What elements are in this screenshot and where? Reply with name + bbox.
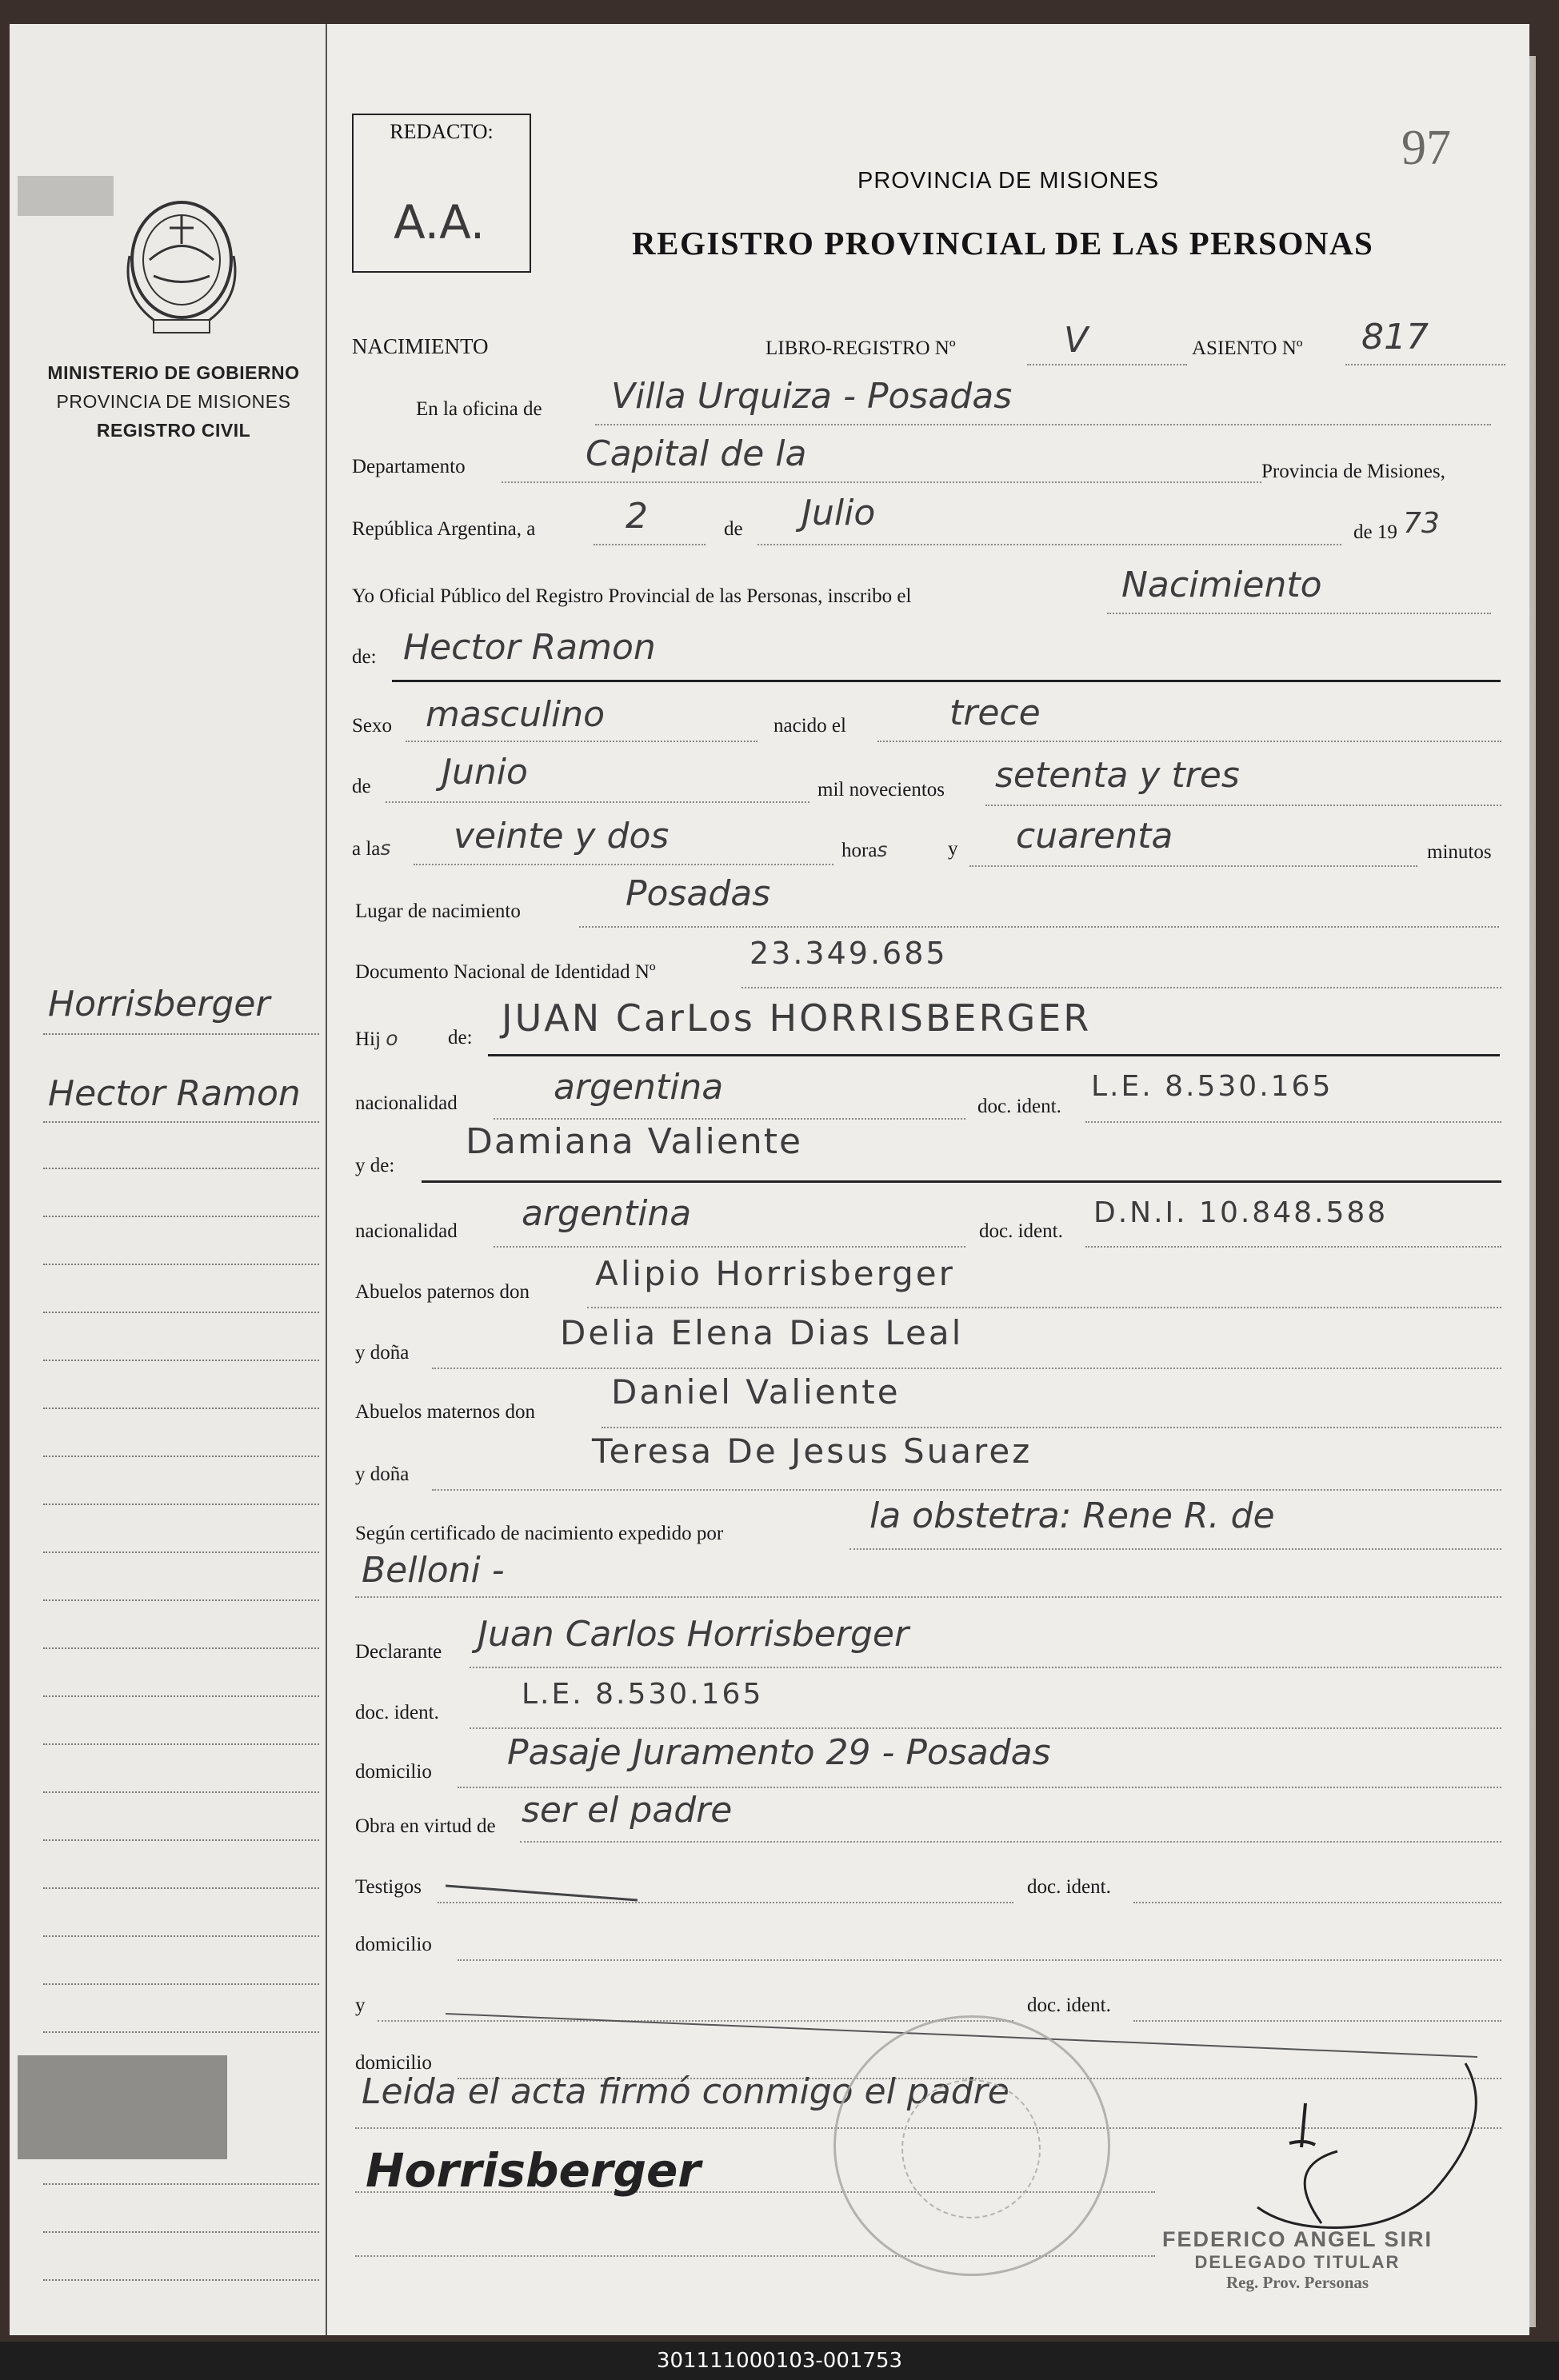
fill-line — [458, 1959, 1501, 1961]
domicilio-value: Pasaje Juramento 29 - Posadas — [507, 1732, 1051, 1773]
nacido-label: nacido el — [774, 715, 846, 737]
fill-line — [494, 1118, 965, 1120]
hijo-prefix: Hij — [355, 1028, 381, 1050]
y-label: y — [355, 1995, 366, 2016]
oficina-label: En la oficina de — [416, 398, 542, 420]
lugar-value: Posadas — [626, 873, 771, 914]
father-underline — [488, 1054, 1500, 1056]
act-type-label: NACIMIENTO — [352, 334, 489, 358]
fill-line — [742, 987, 1501, 988]
margin-line — [43, 1312, 319, 1313]
child-name-value: Hector Ramon — [403, 627, 656, 668]
fill-line — [1027, 364, 1187, 365]
birth-year-value: setenta y tres — [995, 755, 1240, 796]
domicilio-label: domicilio — [355, 2052, 432, 2074]
hour-value: veinte y dos — [454, 816, 670, 857]
official-signature — [1017, 2055, 1513, 2247]
mother-name-value: Damiana Valiente — [466, 1121, 803, 1162]
sexo-label: Sexo — [352, 715, 392, 737]
margin-line — [43, 1791, 319, 1793]
fill-line — [414, 864, 833, 865]
margin-line — [43, 2183, 319, 2185]
coat-of-arms-emblem — [114, 184, 250, 344]
horas-s: s — [877, 838, 888, 861]
margin-line — [43, 1503, 319, 1505]
horas-prefix: hora — [841, 840, 877, 861]
fill-line — [406, 741, 758, 742]
official-signature-block — [1145, 2227, 1449, 2293]
margin-line — [43, 2031, 319, 2033]
fill-line — [849, 1548, 1501, 1550]
fill-line — [985, 805, 1501, 806]
fill-line — [595, 424, 1491, 425]
fill-line — [579, 926, 1499, 928]
fill-line — [602, 1427, 1501, 1428]
declarante-value: Juan Carlos Horrisberger — [478, 1614, 909, 1655]
certificado-label: Según certificado de nacimiento expedido por — [355, 1523, 724, 1544]
a-las-prefix: a la — [352, 838, 381, 860]
birth-month-value: Junio — [442, 752, 528, 793]
doc-ident-label: doc. ident. — [1027, 1995, 1111, 2016]
official-name: FEDERICO ANGEL SIRI — [1161, 2227, 1433, 2251]
fill-line — [594, 544, 706, 545]
certificado-value: la obstetra: Rene R. de — [869, 1495, 1275, 1536]
republica-label: República Argentina, a — [352, 518, 536, 540]
abuelos-maternos-label: Abuelos maternos don — [355, 1401, 535, 1423]
name-underline — [392, 680, 1501, 682]
fill-line — [587, 1307, 1501, 1308]
fill-line — [470, 1727, 1501, 1729]
dni-value: 23.349.685 — [750, 936, 948, 971]
dni-label: Documento Nacional de Identidad Nº — [355, 961, 656, 983]
oficina-value: Villa Urquiza - Posadas — [611, 376, 1013, 417]
obra-value: ser el padre — [522, 1790, 733, 1831]
redacto-box — [352, 114, 531, 273]
minutes-value: cuarenta — [1016, 816, 1173, 857]
fill-line — [432, 1368, 1501, 1369]
fill-line — [969, 865, 1417, 867]
redacto-initials: A.A. — [394, 195, 486, 250]
father-nationality-value: argentina — [554, 1067, 724, 1108]
obra-label: Obra en virtud de — [355, 1815, 496, 1837]
registry-title: REGISTRO PROVINCIAL DE LAS PERSONAS — [632, 225, 1374, 262]
margin-line — [43, 1551, 319, 1553]
fill-line — [432, 1489, 1501, 1491]
nacionalidad-label: nacionalidad — [355, 1220, 458, 1242]
lugar-label: Lugar de nacimiento — [355, 900, 521, 922]
hijo-label — [355, 1027, 398, 1051]
margin-line — [43, 2231, 319, 2233]
father-signature: Horrisberger — [366, 2143, 701, 2198]
asiento-value: 817 — [1361, 317, 1429, 357]
paternal-grandmother-value: Delia Elena Dias Leal — [560, 1313, 964, 1352]
mil-novecientos-label: mil novecientos — [817, 779, 945, 801]
margin-line — [43, 2279, 319, 2281]
maternal-grandfather-value: Daniel Valiente — [611, 1372, 901, 1412]
father-name-value: JUAN CarLos HORRISBERGER — [502, 996, 1092, 1040]
y-label: y — [948, 838, 958, 860]
a-las-s: s — [380, 837, 391, 860]
fill-line — [355, 1596, 1501, 1598]
tape-strip — [18, 176, 114, 216]
registro-civil-label: REGISTRO CIVIL — [96, 420, 251, 441]
hijo-gender: o — [386, 1027, 398, 1050]
doc-ident-label: doc. ident. — [355, 1702, 439, 1723]
sexo-value: masculino — [426, 694, 606, 735]
doc-ident-label: doc. ident. — [979, 1220, 1063, 1242]
y-de-label: y de: — [355, 1155, 395, 1176]
inscribo-value: Nacimiento — [1121, 565, 1322, 605]
mother-underline — [422, 1180, 1501, 1183]
mother-doc-value: D.N.I. 10.848.588 — [1093, 1196, 1389, 1229]
margin-line — [43, 1599, 319, 1601]
margin-line — [43, 1408, 319, 1409]
year-value: 73 — [1403, 507, 1440, 540]
horas-label — [841, 838, 887, 862]
margin-column — [10, 24, 327, 2335]
fill-line — [470, 1667, 1501, 1668]
testigos-label: Testigos — [355, 1876, 422, 1898]
margin-line — [43, 1695, 319, 1697]
margin-line — [43, 1456, 319, 1457]
fill-line — [877, 741, 1501, 742]
margin-line — [43, 1839, 319, 1841]
doc-ident-label: doc. ident. — [1027, 1876, 1111, 1898]
departamento-value: Capital de la — [586, 433, 807, 474]
libro-label: LIBRO-REGISTRO Nº — [766, 337, 956, 359]
fill-line — [502, 481, 1261, 483]
de-month-label: de — [352, 776, 371, 797]
departamento-label: Departamento — [352, 456, 466, 477]
margin-line — [43, 1360, 319, 1361]
nacido-value: trece — [949, 693, 1041, 733]
margin-line — [43, 1743, 319, 1745]
strike-line — [446, 1879, 638, 1903]
margin-line — [43, 1935, 319, 1937]
margin-line — [43, 1887, 319, 1889]
de-year-label: de 19 — [1353, 521, 1397, 543]
mother-nationality-value: argentina — [522, 1193, 692, 1234]
abuelos-paternos-label: Abuelos paternos don — [355, 1281, 530, 1303]
minutos-label: minutos — [1427, 841, 1492, 863]
fill-line — [1107, 613, 1491, 614]
fill-line — [1085, 1246, 1501, 1248]
margin-given-name: Hector Ramon — [48, 1073, 301, 1114]
domicilio-label: domicilio — [355, 1934, 432, 1955]
official-title: DELEGADO TITULAR — [1194, 2252, 1401, 2272]
fill-line — [758, 544, 1341, 545]
ministerio-label: MINISTERIO DE GOBIERNO — [47, 362, 300, 383]
de-name-label: de: — [352, 646, 377, 668]
de-label: de — [724, 518, 743, 540]
hijo-de-label: de: — [448, 1027, 473, 1048]
margin-line — [43, 1033, 319, 1035]
folio-number: 97 — [1401, 121, 1451, 175]
day-value: 2 — [626, 496, 648, 537]
paternal-grandfather-value: Alipio Horrisberger — [595, 1254, 955, 1293]
fill-line — [1133, 1902, 1501, 1903]
a-las-label — [352, 837, 390, 861]
doc-ident-label: doc. ident. — [977, 1096, 1061, 1117]
domicilio-label: domicilio — [355, 1761, 432, 1783]
margin-line — [43, 1983, 319, 1985]
y-dona-label: y doña — [355, 1464, 410, 1485]
nacionalidad-label: nacionalidad — [355, 1092, 458, 1114]
fill-line — [386, 801, 809, 803]
provincia-heading: PROVINCIA DE MISIONES — [857, 168, 1160, 194]
provincia-label: PROVINCIA DE MISIONES — [56, 391, 291, 412]
oficial-label: Yo Oficial Público del Registro Provincial de las Personas, inscribo el — [352, 585, 912, 607]
fill-line — [520, 1841, 1501, 1843]
libro-value: V — [1064, 320, 1089, 361]
month-value: Julio — [801, 493, 876, 533]
image-caption: 301111000103-001753 — [0, 2342, 1559, 2380]
certificado-value-cont: Belloni - — [362, 1550, 505, 1591]
margin-line — [43, 1168, 319, 1169]
tape-strip — [18, 2055, 227, 2159]
leida-acta-note: Leida el acta firmó conmigo el padre — [362, 2071, 1009, 2112]
maternal-grandmother-value: Teresa De Jesus Suarez — [592, 1432, 1033, 1471]
ministerio-block — [26, 358, 322, 445]
margin-line — [43, 1121, 319, 1123]
father-doc-value: L.E. 8.530.165 — [1091, 1070, 1333, 1103]
official-office: Reg. Prov. Personas — [1225, 2273, 1369, 2292]
margin-line — [43, 1264, 319, 1265]
declarante-label: Declarante — [355, 1641, 442, 1663]
margin-surname: Horrisberger — [48, 984, 270, 1024]
declarante-doc-value: L.E. 8.530.165 — [522, 1678, 764, 1711]
redacto-label: REDACTO: — [390, 120, 494, 143]
y-dona-label: y doña — [355, 1342, 410, 1364]
fill-line — [494, 1246, 965, 1248]
provincia-misiones-label: Provincia de Misiones, — [1261, 461, 1445, 482]
fill-line — [458, 1787, 1501, 1788]
fill-line — [1345, 364, 1505, 365]
fill-line — [1085, 1121, 1501, 1123]
margin-line — [43, 1216, 319, 1217]
asiento-label: ASIENTO Nº — [1192, 337, 1303, 359]
margin-line — [43, 1647, 319, 1649]
birth-record-sheet — [10, 24, 1529, 2335]
